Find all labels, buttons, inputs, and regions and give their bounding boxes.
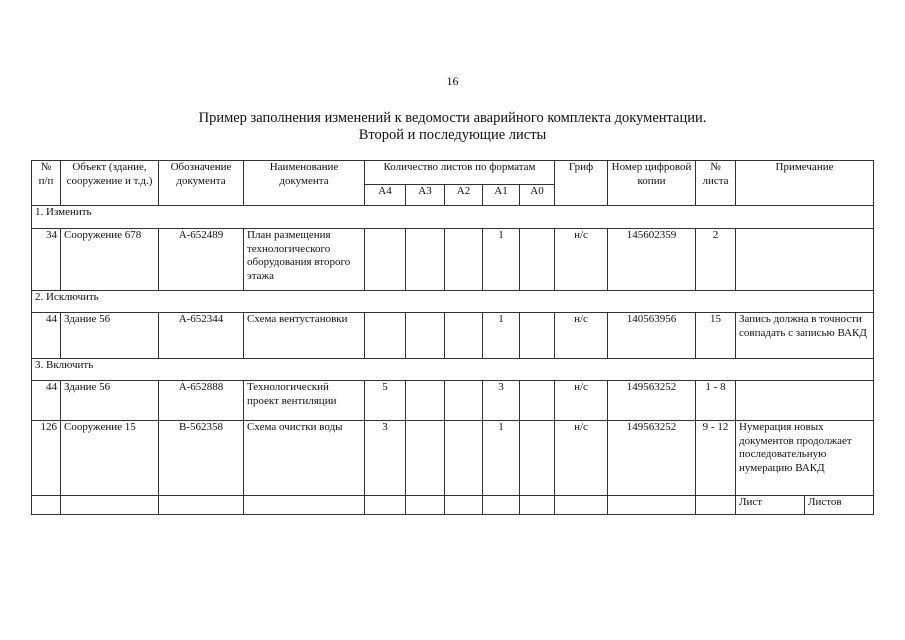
footer-empty-cell (159, 496, 244, 515)
header-digital-copy: Номер цифровой копии (608, 161, 696, 206)
footer-empty-cell (445, 496, 483, 515)
cell-num: 126 (32, 421, 61, 496)
cell-object: Здание 56 (61, 313, 159, 359)
cell-a3 (406, 229, 445, 291)
section-row (32, 359, 874, 381)
header-format-a4: А4 (365, 185, 406, 206)
cell-grif: н/с (555, 421, 608, 496)
header-sheet-count: Количество листов по форматам (365, 161, 555, 185)
table-row (32, 229, 874, 291)
cell-a2 (445, 313, 483, 359)
document-title (0, 110, 905, 144)
header-grif: Гриф (555, 161, 608, 206)
cell-grif: н/с (555, 381, 608, 421)
footer-empty-cell (61, 496, 159, 515)
cell-a4: 5 (365, 381, 406, 421)
cell-sheet-no: 15 (696, 313, 736, 359)
cell-a1: 3 (483, 381, 520, 421)
table-row (32, 421, 874, 496)
cell-name: Схема очистки воды (244, 421, 365, 496)
header-format-a2: А2 (445, 185, 483, 206)
cell-num: 34 (32, 229, 61, 291)
cell-designation: А-652489 (159, 229, 244, 291)
footer-empty-cell (244, 496, 365, 515)
section-row (32, 206, 874, 229)
cell-designation: А-652344 (159, 313, 244, 359)
changes-table (31, 160, 874, 515)
cell-object: Сооружение 678 (61, 229, 159, 291)
header-designation: Обозначение документа (159, 161, 244, 206)
table-row (32, 381, 874, 421)
footer-empty-cell (406, 496, 445, 515)
cell-num: 44 (32, 381, 61, 421)
cell-a1: 1 (483, 229, 520, 291)
cell-sheet-no: 1 - 8 (696, 381, 736, 421)
cell-object: Здание 56 (61, 381, 159, 421)
cell-note (736, 381, 874, 421)
header-note: Примечание (736, 161, 874, 206)
cell-sheet-no: 9 - 12 (696, 421, 736, 496)
cell-a0 (520, 229, 555, 291)
cell-grif: н/с (555, 229, 608, 291)
cell-digital-copy: 149563252 (608, 381, 696, 421)
section-row (32, 291, 874, 313)
footer-empty-cell (483, 496, 520, 515)
cell-note (736, 229, 874, 291)
cell-object: Сооружение 15 (61, 421, 159, 496)
cell-designation: А-652888 (159, 381, 244, 421)
cell-a0 (520, 313, 555, 359)
footer-empty-cell (365, 496, 406, 515)
cell-a1: 1 (483, 313, 520, 359)
footer-empty-cell (32, 496, 61, 515)
cell-designation: В-562358 (159, 421, 244, 496)
cell-a1: 1 (483, 421, 520, 496)
cell-digital-copy: 149563252 (608, 421, 696, 496)
header-format-a1: А1 (483, 185, 520, 206)
footer-row (32, 496, 874, 515)
cell-a2 (445, 381, 483, 421)
header-format-a0: А0 (520, 185, 555, 206)
cell-digital-copy: 140563956 (608, 313, 696, 359)
footer-sheets-label: Листов (805, 496, 874, 515)
cell-digital-copy: 145602359 (608, 229, 696, 291)
title-line-1: Пример заполнения изменений к ведомости аварийного комплекта документации. (198, 110, 707, 126)
footer-empty-cell (608, 496, 696, 515)
header-name: Наименование документа (244, 161, 365, 206)
cell-a4 (365, 229, 406, 291)
cell-a4 (365, 313, 406, 359)
section-label: 2. Исключить (32, 291, 874, 313)
table-row (32, 313, 874, 359)
cell-a3 (406, 381, 445, 421)
header-row (32, 161, 874, 185)
cell-a3 (406, 421, 445, 496)
cell-name: План размещения технологического оборудования второго этажа (244, 229, 365, 291)
cell-a4: 3 (365, 421, 406, 496)
page-number: 16 (446, 74, 459, 88)
cell-sheet-no: 2 (696, 229, 736, 291)
cell-note: Запись должна в точности совпадать с записью ВАКД (736, 313, 874, 359)
cell-grif: н/с (555, 313, 608, 359)
cell-num: 44 (32, 313, 61, 359)
section-label: 1. Изменить (32, 206, 874, 229)
title-line-2: Второй и последующие листы (358, 127, 547, 143)
header-sheet-no: № листа (696, 161, 736, 206)
cell-name: Схема вентустановки (244, 313, 365, 359)
cell-a2 (445, 229, 483, 291)
footer-empty-cell (520, 496, 555, 515)
header-object: Объект (здание, сооружение и т.д.) (61, 161, 159, 206)
header-num: № п/п (32, 161, 61, 206)
footer-empty-cell (696, 496, 736, 515)
footer-empty-cell (555, 496, 608, 515)
cell-a2 (445, 421, 483, 496)
cell-a0 (520, 421, 555, 496)
cell-name: Технологический проект вентиляции (244, 381, 365, 421)
cell-note: Нумерация новых документов продолжает последовательную нумерацию ВАКД (736, 421, 874, 496)
footer-sheet-label: Лист (736, 496, 805, 515)
cell-a0 (520, 381, 555, 421)
cell-a3 (406, 313, 445, 359)
header-format-a3: А3 (406, 185, 445, 206)
section-label: 3. Включить (32, 359, 874, 381)
